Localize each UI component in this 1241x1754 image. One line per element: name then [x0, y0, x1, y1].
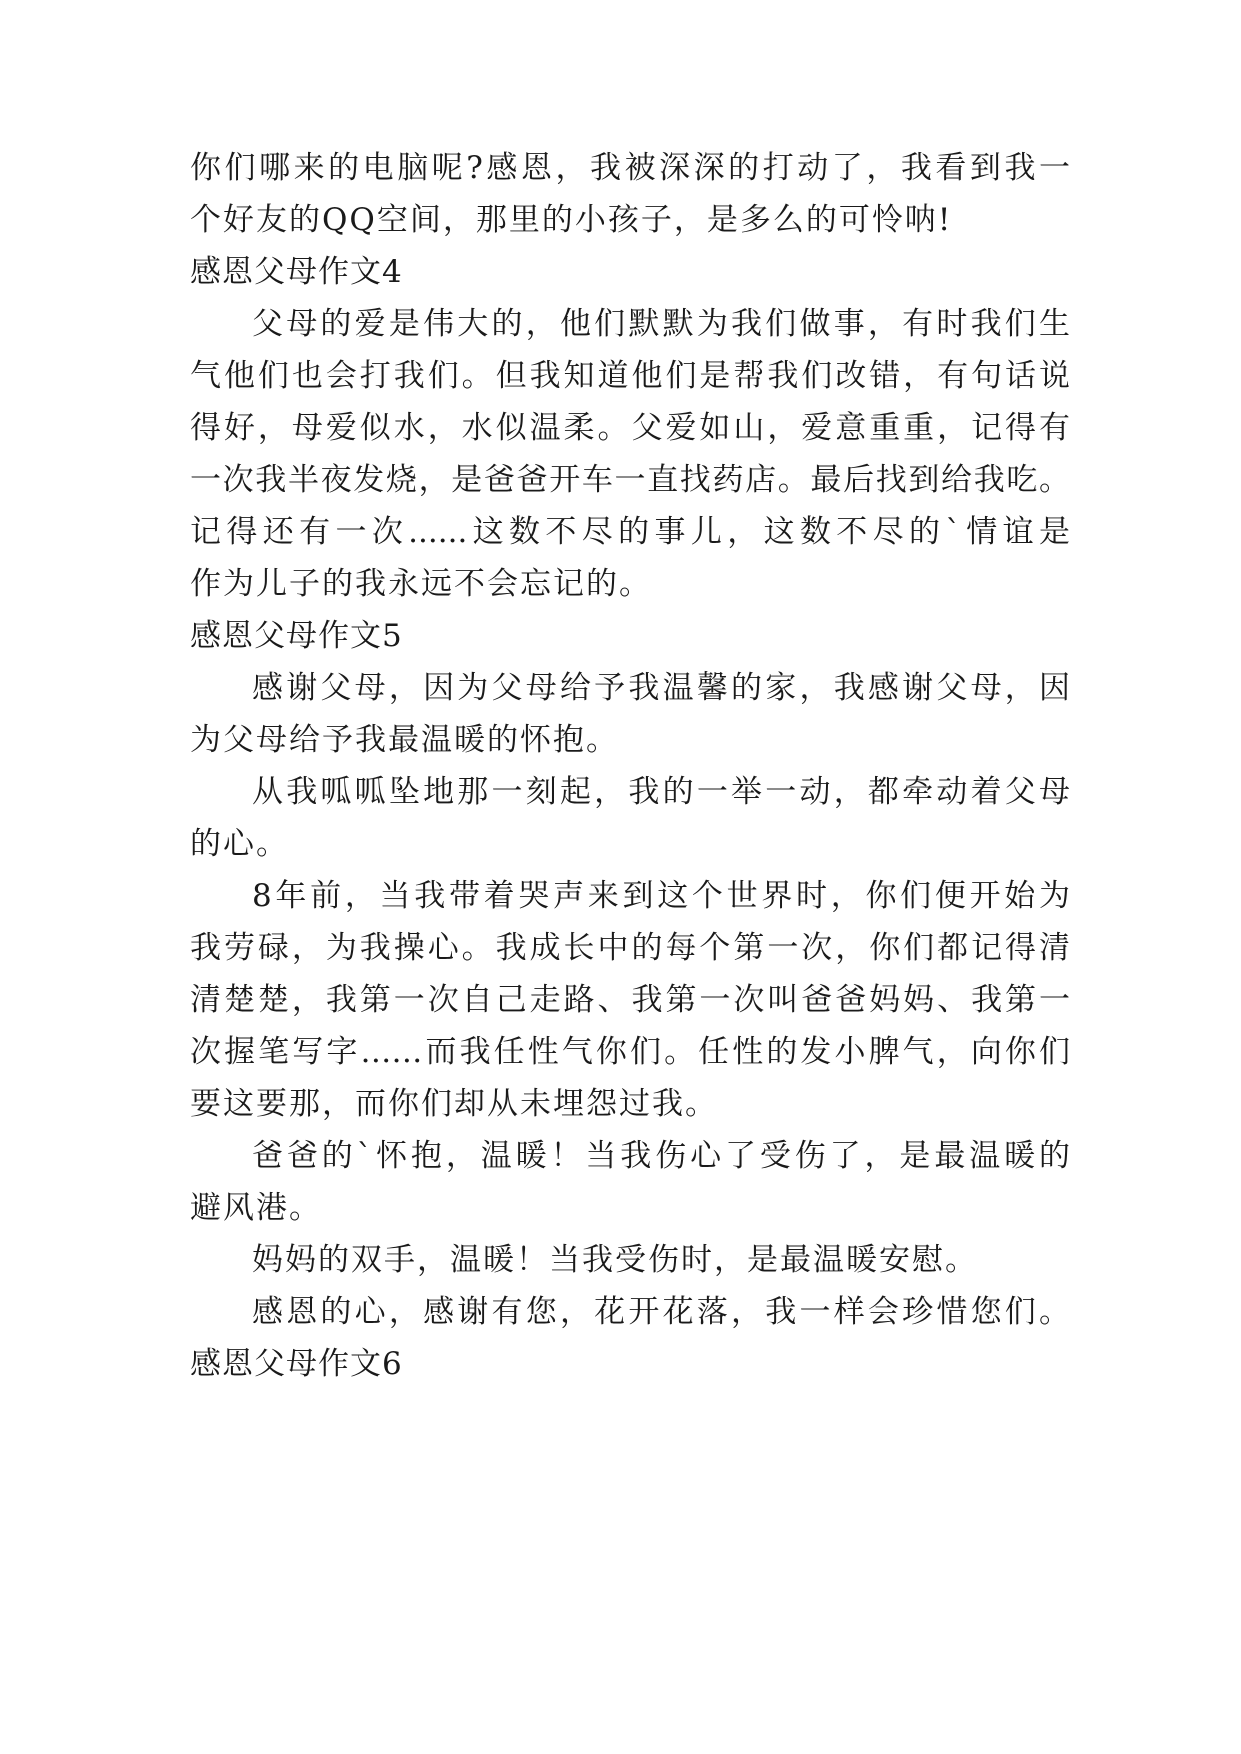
paragraph-line: 为父母给予我最温暖的怀抱。 [190, 722, 619, 758]
paragraph-line: 感谢父母，因为父母给予我温馨的家，我感谢父母，因 [252, 670, 1070, 706]
paragraph-line: 作为儿子的我永远不会忘记的。 [190, 566, 652, 602]
paragraph-line: 气他们也会打我们。但我知道他们是帮我们改错，有句话说 [190, 358, 1070, 394]
paragraph-line: 你们哪来的电脑呢?感恩，我被深深的打动了，我看到我一 [190, 150, 1070, 186]
paragraph-line: 得好，母爱似水，水似温柔。父爱如山，爱意重重，记得有 [190, 410, 1070, 446]
paragraph-line: 要这要那，而你们却从未埋怨过我。 [190, 1086, 718, 1122]
paragraph-line: 妈妈的双手，温暖！当我受伤时，是最温暖安慰。 [252, 1242, 978, 1278]
paragraph-line: 记得还有一次......这数不尽的事儿，这数不尽的`情谊是 [190, 514, 1070, 550]
paragraph-line: 的心。 [190, 826, 289, 862]
section-heading: 感恩父母作文4 [190, 254, 403, 290]
paragraph-line: 个好友的QQ空间，那里的小孩子，是多么的可怜呐! [190, 202, 953, 238]
paragraph-line: 8年前，当我带着哭声来到这个世界时，你们便开始为 [252, 878, 1070, 914]
paragraph-line: 爸爸的`怀抱，温暖！当我伤心了受伤了，是最温暖的 [252, 1138, 1070, 1174]
paragraph-line: 次握笔写字……而我任性气你们。任性的发小脾气，向你们 [190, 1034, 1070, 1070]
paragraph-line: 父母的爱是伟大的，他们默默为我们做事，有时我们生 [252, 306, 1070, 342]
paragraph-line: 从我呱呱坠地那一刻起，我的一举一动，都牵动着父母 [252, 774, 1070, 810]
section-heading: 感恩父母作文5 [190, 618, 403, 654]
section-heading: 感恩父母作文6 [190, 1346, 403, 1382]
paragraph-line: 感恩的心，感谢有您，花开花落，我一样会珍惜您们。 [252, 1294, 1070, 1330]
paragraph-line: 一次我半夜发烧，是爸爸开车一直找药店。最后找到给我吃。 [190, 462, 1070, 498]
paragraph-line: 清楚楚，我第一次自己走路、我第一次叫爸爸妈妈、我第一 [190, 982, 1070, 1018]
paragraph-line: 避风港。 [190, 1190, 322, 1226]
paragraph-line: 我劳碌，为我操心。我成长中的每个第一次，你们都记得清 [190, 930, 1070, 966]
